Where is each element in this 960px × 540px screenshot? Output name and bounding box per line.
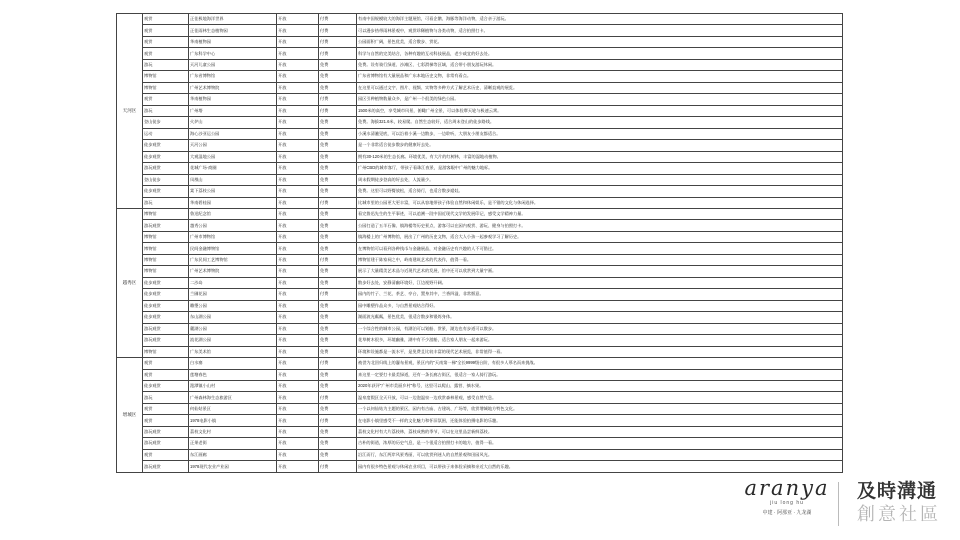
- category-cell: 游玩观赏: [143, 163, 189, 174]
- table-row: [117, 323, 843, 334]
- table-row: [117, 208, 843, 219]
- partner-logo: [857, 481, 947, 525]
- category-cell: 观赏: [143, 14, 189, 25]
- status-cell: 开放: [277, 438, 319, 449]
- place-name-cell: 何仙姑景区: [189, 403, 277, 414]
- table-row: [117, 335, 843, 346]
- description-cell: 1500米的高空，享受城市风景，俯瞰广州全景，可以体验摩天轮与极速云霄。: [357, 105, 843, 116]
- place-name-cell: 荔枝文化村: [189, 426, 277, 437]
- table-row: [117, 163, 843, 174]
- table-row: [117, 346, 843, 357]
- description-cell: 科学与自然的完美结合，各种有趣的互动科技展品，老少咸宜的好去处。: [357, 48, 843, 59]
- table-row: [117, 358, 843, 369]
- logo-divider: [838, 482, 839, 526]
- description-cell: 古朴的街道，浓厚的历史气息，是一个很适合拍照打卡的地方，值得一看。: [357, 438, 843, 449]
- place-name-cell: 天河公园: [189, 140, 277, 151]
- fee-cell: 免费: [319, 231, 357, 242]
- status-cell: 开放: [277, 174, 319, 185]
- fee-cell: 免费: [319, 128, 357, 139]
- fee-cell: 免费: [319, 174, 357, 185]
- status-cell: 开放: [277, 128, 319, 139]
- table-row: [117, 289, 843, 300]
- description-cell: 看完鲁迅先生的生平事迹，可以追溯一段中国近现代文学的发展印记，感受文学精神力量。: [357, 208, 843, 219]
- category-cell: 徒步观赏: [143, 300, 189, 311]
- category-cell: 游玩观赏: [143, 426, 189, 437]
- status-cell: 开放: [277, 254, 319, 265]
- place-name-cell: 派潭镇小山村: [189, 381, 277, 392]
- status-cell: 开放: [277, 82, 319, 93]
- partner-logo-line1: 及時溝通: [857, 481, 938, 502]
- category-cell: 观赏: [143, 449, 189, 460]
- description-cell: 周末假期徒步登高的好去处，人流量少。: [357, 174, 843, 185]
- status-cell: 开放: [277, 220, 319, 231]
- district-cell: 越秀区: [117, 208, 143, 357]
- attractions-table-body: [117, 14, 843, 473]
- place-name-cell: 雕塑公园: [189, 300, 277, 311]
- place-name-cell: 东江画廊: [189, 449, 277, 460]
- status-cell: 开放: [277, 461, 319, 473]
- description-cell: 有南中国规模较大的海洋主题展馆，可看企鹅、海豚等海洋动物，适合亲子游玩。: [357, 14, 843, 25]
- description-cell: 被誉为北回归线上的瀑布景观，景区内的"天南第一梯"全长9999级台阶，有很多人慕名而来挑战。: [357, 358, 843, 369]
- table-row: [117, 426, 843, 437]
- table-row: [117, 36, 843, 47]
- table-row: [117, 105, 843, 116]
- table-row: [117, 151, 843, 162]
- table-row: [117, 461, 843, 473]
- place-name-cell: 花城广场·商圈: [189, 163, 277, 174]
- fee-cell: 免费: [319, 163, 357, 174]
- category-cell: 徒步观赏: [143, 151, 189, 162]
- table-row: [117, 277, 843, 288]
- category-cell: 博物馆: [143, 82, 189, 93]
- table-row: [117, 392, 843, 403]
- place-name-cell: 正佳极地海洋世界: [189, 14, 277, 25]
- category-cell: 登山徒步: [143, 174, 189, 185]
- table-row: [117, 243, 843, 254]
- place-name-cell: 民间金融博物馆: [189, 243, 277, 254]
- status-cell: 开放: [277, 335, 319, 346]
- status-cell: 开放: [277, 426, 319, 437]
- status-cell: 开放: [277, 243, 319, 254]
- status-cell: 开放: [277, 266, 319, 277]
- category-cell: 博物馆: [143, 266, 189, 277]
- description-cell: 园内的竹子、兰花、茶艺、亭台，置身其中，兰香四溢，非常惬意。: [357, 289, 843, 300]
- place-name-cell: 东山湖公园: [189, 312, 277, 323]
- table-row: [117, 48, 843, 59]
- table-row: [117, 415, 843, 426]
- category-cell: 观赏: [143, 36, 189, 47]
- description-cell: 是一个非常适合徒步散步的健康好去处。: [357, 140, 843, 151]
- category-cell: 观赏: [143, 358, 189, 369]
- fee-cell: 付费: [319, 461, 357, 473]
- fee-cell: 付费: [319, 25, 357, 36]
- category-cell: 游玩观赏: [143, 438, 189, 449]
- description-cell: 一个以何仙姑为主题的景区，园内有古庙、古建筑、广场等，欣赏增城地方特色文化。: [357, 403, 843, 414]
- status-cell: 开放: [277, 231, 319, 242]
- description-cell: 广州CBD的城市客厅，带孩子看珠江夜景，是游客眼中广州的魅力地标。: [357, 163, 843, 174]
- place-name-cell: 广州艺术博物院: [189, 82, 277, 93]
- aranya-wordmark: aranya: [744, 476, 830, 500]
- fee-cell: 付费: [319, 36, 357, 47]
- table-row: [117, 449, 843, 460]
- table-row: [117, 438, 843, 449]
- place-name-cell: 华南植物园: [189, 94, 277, 105]
- place-name-cell: 广州市博物馆: [189, 231, 277, 242]
- category-cell: 观赏: [143, 48, 189, 59]
- place-name-cell: 海心沙亚运公园: [189, 128, 277, 139]
- table-row: [117, 312, 843, 323]
- table-row: [117, 59, 843, 70]
- fee-cell: 付费: [319, 392, 357, 403]
- category-cell: 观赏: [143, 403, 189, 414]
- description-cell: 湖面波光粼粼，景色优美，很适合散步和锻炼身体。: [357, 312, 843, 323]
- status-cell: 开放: [277, 346, 319, 357]
- category-cell: 博物馆: [143, 71, 189, 82]
- place-name-cell: 鲁迅纪念馆: [189, 208, 277, 219]
- description-cell: 2020年获评"广州市美丽乡村"称号，这里可以爬山、露营、摘水果。: [357, 381, 843, 392]
- table-row: [117, 117, 843, 128]
- place-name-cell: 二沙岛: [189, 277, 277, 288]
- category-cell: 博物馆: [143, 254, 189, 265]
- description-cell: 温泉度假区全天开放，可以一边泡温泉一边欣赏森林景观，感受自然气息。: [357, 392, 843, 403]
- category-cell: 观赏: [143, 94, 189, 105]
- fee-cell: 免费: [319, 449, 357, 460]
- status-cell: 开放: [277, 392, 319, 403]
- status-cell: 开放: [277, 300, 319, 311]
- place-name-cell: 1978现代农业产业园: [189, 461, 277, 473]
- description-cell: 环境和设施都是一流水平，是免费且比较丰富的现代艺术展览，非常值得一看。: [357, 346, 843, 357]
- attractions-table-sheet: [116, 13, 842, 473]
- place-name-cell: 正佳雨林生态植物园: [189, 25, 277, 36]
- place-name-cell: 广州艺术博物院: [189, 266, 277, 277]
- table-row: [117, 71, 843, 82]
- place-name-cell: 流花湖公园: [189, 335, 277, 346]
- place-name-cell: 广东科学中心: [189, 48, 277, 59]
- place-name-cell: 麓湖公园: [189, 323, 277, 334]
- place-name-cell: 越秀公园: [189, 220, 277, 231]
- description-cell: 沿江而行，东江两岸风景秀丽，可以欣赏到迷人的自然景观和田园风光。: [357, 449, 843, 460]
- fee-cell: 免费: [319, 208, 357, 219]
- status-cell: 开放: [277, 59, 319, 70]
- table-row: [117, 140, 843, 151]
- category-cell: 徒步观赏: [143, 277, 189, 288]
- table-row: [117, 14, 843, 25]
- table-row: [117, 25, 843, 36]
- status-cell: 开放: [277, 48, 319, 59]
- description-cell: 免费。海拔321.6米，较易爬。自然生态较好，适合周末登山的徒步路线。: [357, 117, 843, 128]
- fee-cell: 免费: [319, 82, 357, 93]
- category-cell: 游玩: [143, 105, 189, 116]
- category-cell: 徒步观赏: [143, 312, 189, 323]
- status-cell: 开放: [277, 323, 319, 334]
- fee-cell: 免费: [319, 323, 357, 334]
- table-row: [117, 231, 843, 242]
- description-cell: 免费。设有骑行绿道、沙滩区、七彩滑梯等区域，适合带小朋友游玩休闲。: [357, 59, 843, 70]
- place-name-cell: 兰圃花园: [189, 289, 277, 300]
- description-cell: 花草树木很多，环境幽雅，湖中有不少游船，适合家人朋友一起来游玩。: [357, 335, 843, 346]
- table-row: [117, 128, 843, 139]
- status-cell: 开放: [277, 289, 319, 300]
- place-name-cell: 白水寨: [189, 358, 277, 369]
- place-name-cell: 广东民间工艺博物馆: [189, 254, 277, 265]
- fee-cell: 免费: [319, 369, 357, 380]
- aranya-logo: [733, 477, 841, 516]
- aranya-chinese-tagline: 中建 · 阿那亚 · 九龙湖: [762, 510, 812, 516]
- category-cell: 游玩观赏: [143, 461, 189, 473]
- fee-cell: 免费: [319, 117, 357, 128]
- fee-cell: 付费: [319, 289, 357, 300]
- place-name-cell: 广东美术馆: [189, 346, 277, 357]
- table-row: [117, 403, 843, 414]
- fee-cell: 免费: [319, 186, 357, 197]
- description-cell: 博物馆建于陈家祠之中，岭南建筑艺术的代表作，值得一看。: [357, 254, 843, 265]
- place-name-cell: 天河儿童公园: [189, 59, 277, 70]
- status-cell: 开放: [277, 415, 319, 426]
- place-name-cell: 凤凰山: [189, 174, 277, 185]
- fee-cell: 免费: [319, 438, 357, 449]
- table-row: [117, 174, 843, 185]
- place-name-cell: 广东省博物馆: [189, 71, 277, 82]
- fee-cell: 免费: [319, 59, 357, 70]
- category-cell: 观赏: [143, 415, 189, 426]
- partner-logo-line2: 創意社區: [857, 504, 941, 524]
- fee-cell: 付费: [319, 197, 357, 208]
- fee-cell: 免费: [319, 266, 357, 277]
- category-cell: 博物馆: [143, 346, 189, 357]
- category-cell: 游玩观赏: [143, 335, 189, 346]
- status-cell: 开放: [277, 358, 319, 369]
- fee-cell: 免费: [319, 312, 357, 323]
- status-cell: 开放: [277, 71, 319, 82]
- category-cell: 徒步观赏: [143, 140, 189, 151]
- status-cell: 开放: [277, 25, 319, 36]
- place-name-cell: 华南植物园: [189, 36, 277, 47]
- description-cell: 公园打造了五羊石像、镇海楼等历史景点，游客可以在园内观赏、游玩、健身与拍照打卡。: [357, 220, 843, 231]
- place-name-cell: 广州森林海生态旅游区: [189, 392, 277, 403]
- category-cell: 观赏: [143, 369, 189, 380]
- description-cell: 公园面积广阔，景色优美，适合散步、赏花。: [357, 36, 843, 47]
- place-name-cell: 华南碧桂园: [189, 197, 277, 208]
- table-row: [117, 82, 843, 93]
- description-cell: 在这里可以通过文字、图片、视频、实物等多种方式了解艺术历史、清晰直观的展览。: [357, 82, 843, 93]
- description-cell: 散步好去处，安静清幽环境好，江边视野开阔。: [357, 277, 843, 288]
- attractions-table: [116, 13, 843, 473]
- status-cell: 开放: [277, 140, 319, 151]
- category-cell: 徒步观赏: [143, 381, 189, 392]
- table-row: [117, 381, 843, 392]
- category-cell: 游玩观赏: [143, 323, 189, 334]
- status-cell: 开放: [277, 208, 319, 219]
- category-cell: 游玩: [143, 197, 189, 208]
- description-cell: 荔枝文化村有大片荔枝林，荔枝成熟的季节，可以在这里品尝新鲜荔枝。: [357, 426, 843, 437]
- category-cell: 徒步观赏: [143, 186, 189, 197]
- fee-cell: 免费: [319, 403, 357, 414]
- description-cell: 比城市里的公园更大更丰富，可以从容地带孩子体验自然和休闲娱乐，是不错的文化与休闲选择。: [357, 197, 843, 208]
- status-cell: 开放: [277, 369, 319, 380]
- fee-cell: 免费: [319, 300, 357, 311]
- category-cell: 博物馆: [143, 231, 189, 242]
- place-name-cell: 广州塔: [189, 105, 277, 116]
- status-cell: 开放: [277, 36, 319, 47]
- status-cell: 开放: [277, 105, 319, 116]
- status-cell: 开放: [277, 94, 319, 105]
- fee-cell: 付费: [319, 105, 357, 116]
- category-cell: 徒步观赏: [143, 289, 189, 300]
- status-cell: 开放: [277, 449, 319, 460]
- place-name-cell: 正果老街: [189, 438, 277, 449]
- aranya-subtitle: jiu long hu: [770, 500, 804, 506]
- fee-cell: 付费: [319, 254, 357, 265]
- fee-cell: 免费: [319, 243, 357, 254]
- fee-cell: 付费: [319, 415, 357, 426]
- table-row: [117, 254, 843, 265]
- status-cell: 开放: [277, 151, 319, 162]
- description-cell: 一个综合性的城市公园，有湖泊可以划船、赏景，湖边也有步道可以散步。: [357, 323, 843, 334]
- description-cell: 园内有很多特色景观与休闲农业项目，可以带孩子来体验采摘和亲近大自然的乐趣。: [357, 461, 843, 473]
- fee-cell: 免费: [319, 220, 357, 231]
- description-cell: 广东省博物馆有大量展品和广东本地历史文物，非常有看点。: [357, 71, 843, 82]
- status-cell: 开放: [277, 197, 319, 208]
- fee-cell: 免费: [319, 151, 357, 162]
- description-cell: 在博物馆可以看到各种钱币与金融展品，对金融历史有兴趣的人不可错过。: [357, 243, 843, 254]
- place-name-cell: 1978电影小镇: [189, 415, 277, 426]
- status-cell: 开放: [277, 277, 319, 288]
- table-row: [117, 369, 843, 380]
- category-cell: 博物馆: [143, 208, 189, 219]
- district-cell: 天河区: [117, 14, 143, 209]
- category-cell: 游玩: [143, 392, 189, 403]
- description-cell: 小溪水清澈见底，可以沿着小溪一边散步，一边聆听，大朋友小朋友都适合。: [357, 128, 843, 139]
- category-cell: 博物馆: [143, 243, 189, 254]
- description-cell: 可以漫步热带雨林景观中，观赏珍稀植物与各类动物，适合拍照打卡。: [357, 25, 843, 36]
- district-cell: 增城区: [117, 358, 143, 473]
- table-row: [117, 94, 843, 105]
- fee-cell: 免费: [319, 140, 357, 151]
- table-row: [117, 220, 843, 231]
- status-cell: 开放: [277, 312, 319, 323]
- fee-cell: 付费: [319, 48, 357, 59]
- place-name-cell: 莲塘春色: [189, 369, 277, 380]
- description-cell: 园中雕塑作品众多，与自然景观结合得好。: [357, 300, 843, 311]
- place-name-cell: 火炉山: [189, 117, 277, 128]
- status-cell: 开放: [277, 117, 319, 128]
- status-cell: 开放: [277, 163, 319, 174]
- description-cell: 拥有30-120米的生态长廊。环境优美，有大片的红树林，丰富的湿地动植物。: [357, 151, 843, 162]
- category-cell: 游玩观赏: [143, 220, 189, 231]
- category-cell: 运动: [143, 128, 189, 139]
- description-cell: 免费。这里可以野餐放松，适合骑行，也适合散步遛娃。: [357, 186, 843, 197]
- category-cell: 观赏: [143, 25, 189, 36]
- description-cell: 展示了大量精美艺术品与近现代艺术的发展，馆中还可以欣赏到大量字画。: [357, 266, 843, 277]
- fee-cell: 免费: [319, 277, 357, 288]
- category-cell: 登山徒步: [143, 117, 189, 128]
- status-cell: 开放: [277, 14, 319, 25]
- fee-cell: 免费: [319, 335, 357, 346]
- description-cell: 在电影小镇里感受不一样的文化魅力和怀旧氛围，还能体验拍摄电影的乐趣。: [357, 415, 843, 426]
- fee-cell: 免费: [319, 381, 357, 392]
- description-cell: 来这里一定要打卡最美绿道，还有一条长廊古街区，很适合一家人骑行游玩。: [357, 369, 843, 380]
- fee-cell: 免费: [319, 346, 357, 357]
- status-cell: 开放: [277, 381, 319, 392]
- table-row: [117, 186, 843, 197]
- category-cell: 游玩: [143, 59, 189, 70]
- description-cell: 镇海楼上的广州博物馆，展出了广州的历史文物，适合大人小孩一起参观学习了解历史。: [357, 231, 843, 242]
- fee-cell: 付费: [319, 14, 357, 25]
- fee-cell: 免费: [319, 426, 357, 437]
- table-row: [117, 197, 843, 208]
- place-name-cell: 棠下荔枝公园: [189, 186, 277, 197]
- table-row: [117, 300, 843, 311]
- table-row: [117, 266, 843, 277]
- description-cell: 园区引种植物数量众多，是广州一个很美的绿色公园。: [357, 94, 843, 105]
- status-cell: 开放: [277, 186, 319, 197]
- fee-cell: 付费: [319, 94, 357, 105]
- status-cell: 开放: [277, 403, 319, 414]
- place-name-cell: 大观湿地公园: [189, 151, 277, 162]
- fee-cell: 付费: [319, 358, 357, 369]
- fee-cell: 免费: [319, 71, 357, 82]
